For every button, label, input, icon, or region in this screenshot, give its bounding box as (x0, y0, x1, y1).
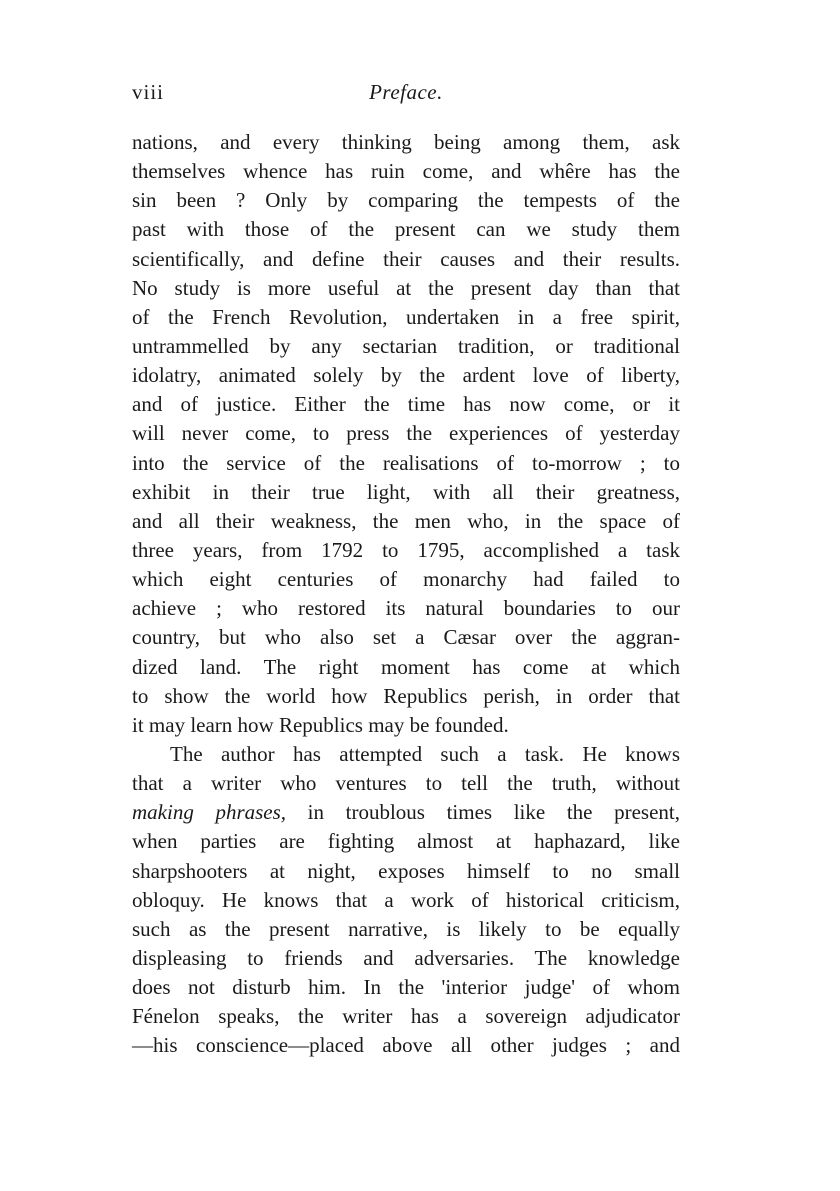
text-line: sin been ? Only by comparing the tempests of the (132, 188, 680, 213)
text-line: into the service of the realisations of to-morrow ; to (132, 450, 680, 475)
text-line: past with those of the present can we study them (132, 217, 680, 242)
text-line: which eight centuries of monarchy had failed to (132, 567, 680, 592)
text-line: achieve ; who restored its natural boundaries to our (132, 596, 680, 621)
text-line: untrammelled by any sectarian tradition, or traditional (132, 333, 680, 358)
text-line: that a writer who ventures to tell the truth, without (132, 771, 680, 796)
text-line: to show the world how Republics perish, in order that (132, 683, 680, 708)
body-text (132, 128, 680, 1061)
running-title: Preface. (369, 80, 443, 104)
text-line: and of justice. Either the time has now come, or it (132, 392, 680, 417)
text-line: obloquy. He knows that a work of historical criticism, (132, 887, 680, 912)
paragraph-end-line: it may learn how Republics may be founded. (132, 712, 509, 737)
book-page (132, 80, 680, 1061)
text-line: will never come, to press the experiences of yesterday (132, 421, 680, 446)
line-remainder: in troublous times like the present, (286, 800, 680, 825)
text-line: —his conscience—placed above all other judges ; and (132, 1033, 680, 1058)
text-line: such as the present narrative, is likely to be equally (132, 916, 680, 941)
text-line: dized land. The right moment has come at which (132, 654, 680, 679)
text-line: three years, from 1792 to 1795, accomplished a task (132, 537, 680, 562)
text-line-with-italic (132, 798, 680, 827)
text-line: does not disturb him. In the 'interior judge' of whom (132, 975, 680, 1000)
page-number: viii (132, 80, 165, 104)
text-line: country, but who also set a Cæsar over the aggran- (132, 625, 680, 650)
text-line: and all their weakness, the men who, in the space of (132, 508, 680, 533)
text-line: exhibit in their true light, with all their greatness, (132, 479, 680, 504)
text-line: displeasing to friends and adversaries. The knowledge (132, 945, 680, 970)
text-line: when parties are fighting almost at haphazard, like (132, 829, 680, 854)
paragraph-start-line: The author has attempted such a task. He knows (170, 741, 680, 766)
running-head (132, 80, 680, 114)
text-line: nations, and every thinking being among them, ask (132, 130, 680, 154)
text-line: of the French Revolution, undertaken in a free spirit, (132, 304, 680, 329)
text-line: scientifically, and define their causes and their results. (132, 246, 680, 271)
text-line: idolatry, animated solely by the ardent love of liberty, (132, 363, 680, 388)
text-line: No study is more useful at the present day than that (132, 275, 680, 300)
text-line: Fénelon speaks, the writer has a sovereign adjudicator (132, 1004, 680, 1029)
text-line: themselves whence has ruin come, and whêre has the (132, 159, 680, 184)
italic-phrase: making phrases, (132, 800, 287, 825)
text-line: sharpshooters at night, exposes himself to no small (132, 858, 680, 883)
